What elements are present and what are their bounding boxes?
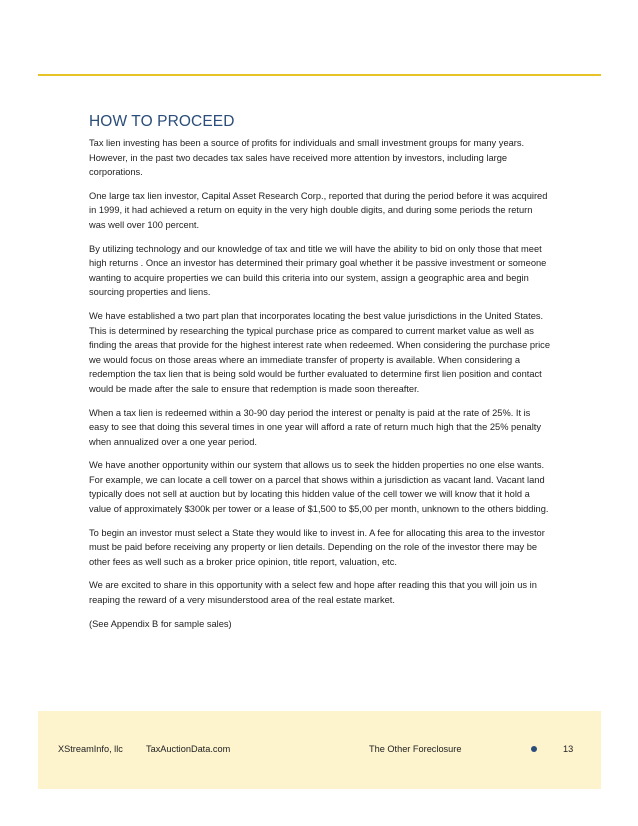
paragraph: We are excited to share in this opportunity with a select few and hope after reading this that you will join us in reaping the reward of a very misunderstood area of the real estate market.: [89, 580, 537, 606]
footer-doc-title: The Other Foreclosure: [369, 744, 462, 754]
paragraph: We have another opportunity within our system that allows us to seek the hidden properties no one else wants. For example, we can locate a cell tower on a parcel that shows within a jurisdiction as vacant land. Vacant land typically does not sell at auction but by locating this hidden value of the cell tower we will know that it hold a value of approximately $300k per tower or a lease of $1,500 to $5,00 per month, unknown to the others bidding.: [89, 460, 549, 515]
section-heading: HOW TO PROCEED: [89, 113, 235, 130]
appendix-note: (See Appendix B for sample sales): [89, 618, 232, 629]
bullet-dot-icon: [531, 746, 537, 752]
footer-company: XStreamInfo, llc: [58, 744, 123, 754]
paragraph: We have established a two part plan that incorporates locating the best value jurisdictions in the United States. This is determined by researching the typical purchase price as compared to current market value as well as finding the areas that provide for the highest interest rate when redeemed. When considering the purchase price we would focus on those areas where an immediate transfer of property is available. When considering a redemption the tax lien that is being sold would be further evaluated to determine first lien position and contact would be made after the sale to ensure that redemption is made soon thereafter.: [89, 310, 550, 394]
paragraph: To begin an investor must select a State they would like to invest in. A fee for allocating this area to the investor must be paid before receiving any property or lien details. Depending on the role of the investor there may be other fees as well such as a broker price opinion, title report, valuation, etc.: [89, 527, 545, 567]
page-number: 13: [563, 744, 574, 754]
paragraph: One large tax lien investor, Capital Asset Research Corp., reported that during the period before it was acquired in 1999, it had achieved a return on equity in the very high double digits, and during some periods the return was well over 100 percent.: [89, 190, 548, 230]
page-footer: [38, 711, 601, 789]
page-body: [89, 113, 551, 640]
footer-website: TaxAuctionData.com: [146, 744, 231, 754]
paragraph: When a tax lien is redeemed within a 30-90 day period the interest or penalty is paid at the rate of 25%. It is easy to see that doing this several times in one year will afford a rate of return much high that the 25% penalty when annualized over a one year period.: [89, 407, 542, 447]
header-rule: [38, 74, 601, 76]
paragraph: By utilizing technology and our knowledge of tax and title we will have the ability to bid on only those that meet high returns . Once an investor has determined their primary goal whether it be passive investment or someone wanting to acquire properties we can build this criteria into our system, assign a geographic area and begin sourcing properties and liens.: [89, 243, 547, 298]
paragraph: Tax lien investing has been a source of profits for individuals and small investment groups for many years. However, in the past two decades tax sales have received more attention by investors, including large corporations.: [89, 138, 525, 178]
